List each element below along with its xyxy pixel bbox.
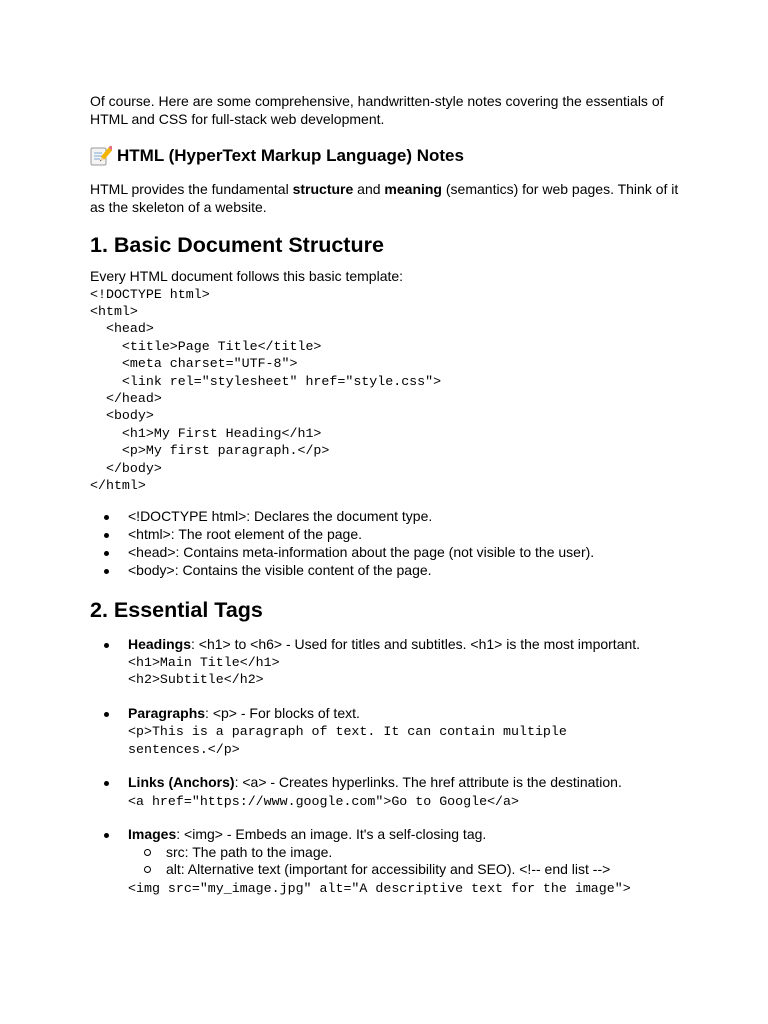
images-text: : <img> - Embeds an image. It's a self-closing tag. [176,826,487,843]
lead-bold-meaning: meaning [384,181,442,197]
list-item-text: <!DOCTYPE html>: Declares the document type. [128,508,433,525]
bullet-icon [104,515,109,520]
lead-bold-structure: structure [292,181,354,197]
document-structure-code: <!DOCTYPE html> <html> <head> <title>Page Title</title> <meta charset="UTF-8"> <link rel="stylesheet" href="style.css"> </head> <body> <h1>My First Heading</h1> <p>My first paragraph.</p> </body> </html> [90,286,442,493]
lead-text-2: and [353,181,385,197]
paragraphs-text: : <p> - For blocks of text. [205,704,360,721]
headings-text: : <h1> to <h6> - Used for titles and subtitles. <h1> is the most important. [191,635,641,652]
essential-tags-list [90,636,690,898]
paragraphs-label: Paragraphs [128,704,206,721]
html-notes-heading [90,145,690,167]
list-item [128,861,690,879]
headings-label: Headings [128,635,192,652]
list-item [90,562,690,580]
document-page [90,93,690,914]
structure-bullet-list [90,508,690,579]
section-1-intro: Every HTML document follows this basic template: [90,268,404,284]
bullet-icon [104,551,109,556]
list-item-headings [90,636,690,689]
bullet-icon [104,781,109,786]
images-code: <img src="my_image.jpg" alt="A descriptive text for the image"> [128,881,631,897]
bullet-icon [104,643,109,648]
circle-bullet-icon [144,866,151,873]
list-item-text: <html>: The root element of the page. [128,526,363,543]
bullet-icon [104,833,109,838]
list-item-text: <body>: Contains the visible content of the page. [128,561,432,578]
html-notes-heading-text: HTML (HyperText Markup Language) Notes [117,146,464,165]
headings-description [128,636,690,654]
paragraphs-code: <p>This is a paragraph of text. It can contain multiple sentences.</p> [128,724,567,757]
list-item [90,544,690,562]
list-item-text: alt: Alternative text (important for accessibility and SEO). <!-- end list --> [166,861,611,878]
images-attribute-list [128,844,690,880]
bullet-icon [104,533,109,538]
list-item-text: <head>: Contains meta-information about the page (not visible to the user). [128,543,595,560]
circle-bullet-icon [144,849,151,856]
paragraphs-description [128,705,690,723]
links-code: <a href="https://www.google.com">Go to Google</a> [128,793,519,809]
section-1-title: 1. Basic Document Structure [90,233,384,257]
list-item-text: src: The path to the image. [166,843,333,860]
headings-code: <h1>Main Title</h1> <h2>Subtitle</h2> [128,655,280,688]
images-description [128,826,690,844]
images-label: Images [128,826,177,843]
links-text: : <a> - Creates hyperlinks. The href attribute is the destination. [234,774,622,791]
html-lead-paragraph [90,181,690,216]
list-item-links [90,774,690,810]
list-item-images [90,826,690,898]
list-item [90,526,690,544]
memo-icon [90,146,112,166]
list-item [90,508,690,526]
links-label: Links (Anchors) [128,774,235,791]
links-description [128,774,690,792]
lead-text-3: (semantics) for web pages. Think of it as the skeleton of a website. [90,181,679,215]
section-2-title: 2. Essential Tags [90,597,263,622]
lead-text-1: HTML provides the fundamental [90,181,293,197]
list-item-paragraphs [90,705,690,758]
bullet-icon [104,569,109,574]
bullet-icon [104,712,109,717]
intro-paragraph: Of course. Here are some comprehensive, handwritten-style notes covering the essentials of HTML and CSS for full-stack web development. [90,93,664,127]
list-item [128,844,690,862]
